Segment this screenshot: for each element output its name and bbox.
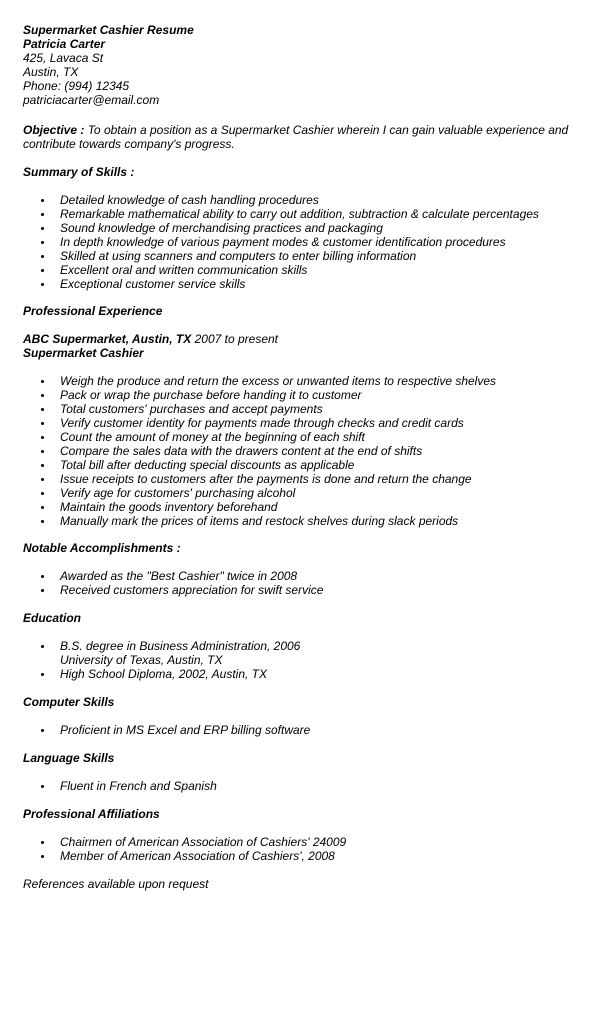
computer-skills-list <box>23 723 583 737</box>
computer-skills-section <box>23 695 583 737</box>
list-item: Issue receipts to customers after the payments is done and return the change <box>23 472 583 486</box>
email: patriciacarter@email.com <box>23 93 160 107</box>
degree: B.S. degree in Business Administration, 2006 <box>60 639 301 653</box>
list-item: Received customers appreciation for swift service <box>23 583 583 597</box>
list-item: Compare the sales data with the drawers content at the end of shifts <box>23 444 583 458</box>
phone: Phone: (994) 12345 <box>23 79 130 93</box>
list-item: Exceptional customer service skills <box>23 277 583 291</box>
references-note: References available upon request <box>23 877 209 891</box>
language-skills-list <box>23 779 583 793</box>
education-section <box>23 611 583 681</box>
university: University of Texas, Austin, TX <box>60 653 223 667</box>
list-item: Proficient in MS Excel and ERP billing software <box>23 723 583 737</box>
accomplishments-list <box>23 569 583 597</box>
list-item: Pack or wrap the purchase before handing it to customer <box>23 388 583 402</box>
affiliations-list <box>23 835 583 863</box>
resume-title: Supermarket Cashier Resume <box>23 23 194 37</box>
address-line-2: Austin, TX <box>23 65 79 79</box>
list-item: Skilled at using scanners and computers to enter billing information <box>23 249 583 263</box>
address-line-1: 425, Lavaca St <box>23 51 104 65</box>
list-item: Awarded as the "Best Cashier" twice in 2008 <box>23 569 583 583</box>
list-item: Maintain the goods inventory beforehand <box>23 500 583 514</box>
list-item: Verify customer identity for payments made through checks and credit cards <box>23 416 583 430</box>
list-item: Excellent oral and written communication skills <box>23 263 583 277</box>
list-item: Member of American Association of Cashiers', 2008 <box>23 849 583 863</box>
list-item: Sound knowledge of merchandising practices and packaging <box>23 221 583 235</box>
candidate-name: Patricia Carter <box>23 37 106 51</box>
references-section <box>23 877 583 891</box>
employer-line <box>23 332 583 346</box>
objective-text: To obtain a position as a Supermarket Cashier wherein I can gain valuable experience and contribute towards company's progress. <box>23 123 569 151</box>
language-skills-heading: Language Skills <box>23 751 115 765</box>
list-item: Verify age for customers' purchasing alcohol <box>23 486 583 500</box>
affiliations-heading: Professional Affiliations <box>23 807 160 821</box>
skills-section <box>23 165 583 291</box>
duties-list <box>23 374 583 528</box>
list-item: High School Diploma, 2002, Austin, TX <box>23 667 583 681</box>
objective-label: Objective : <box>23 123 85 137</box>
list-item: Remarkable mathematical ability to carry out addition, subtraction & calculate percentages <box>23 207 583 221</box>
list-item: In depth knowledge of various payment modes & customer identification procedures <box>23 235 583 249</box>
list-item: Detailed knowledge of cash handling procedures <box>23 193 583 207</box>
list-item: Manually mark the prices of items and restock shelves during slack periods <box>23 514 583 528</box>
education-heading: Education <box>23 611 82 625</box>
objective-paragraph <box>23 123 583 151</box>
objective-section <box>23 123 583 151</box>
list-item: Fluent in French and Spanish <box>23 779 583 793</box>
list-item: Total bill after deducting special discounts as applicable <box>23 458 583 472</box>
education-list <box>23 639 583 681</box>
language-skills-section <box>23 751 583 793</box>
accomplishments-section <box>23 541 583 597</box>
skills-list <box>23 193 583 291</box>
experience-section <box>23 304 583 528</box>
job-title: Supermarket Cashier <box>23 346 144 360</box>
skills-heading: Summary of Skills : <box>23 165 135 179</box>
employer: ABC Supermarket, Austin, TX <box>23 332 192 346</box>
list-item: Weigh the produce and return the excess or unwanted items to respective shelves <box>23 374 583 388</box>
list-item: Chairmen of American Association of Cashiers' 24009 <box>23 835 583 849</box>
experience-heading: Professional Experience <box>23 304 163 318</box>
list-item: Count the amount of money at the beginning of each shift <box>23 430 583 444</box>
resume-header <box>23 23 583 107</box>
accomplishments-heading: Notable Accomplishments : <box>23 541 181 555</box>
list-item <box>23 639 583 667</box>
affiliations-section <box>23 807 583 863</box>
computer-skills-heading: Computer Skills <box>23 695 115 709</box>
employment-dates: 2007 to present <box>194 332 279 346</box>
list-item: Total customers' purchases and accept payments <box>23 402 583 416</box>
